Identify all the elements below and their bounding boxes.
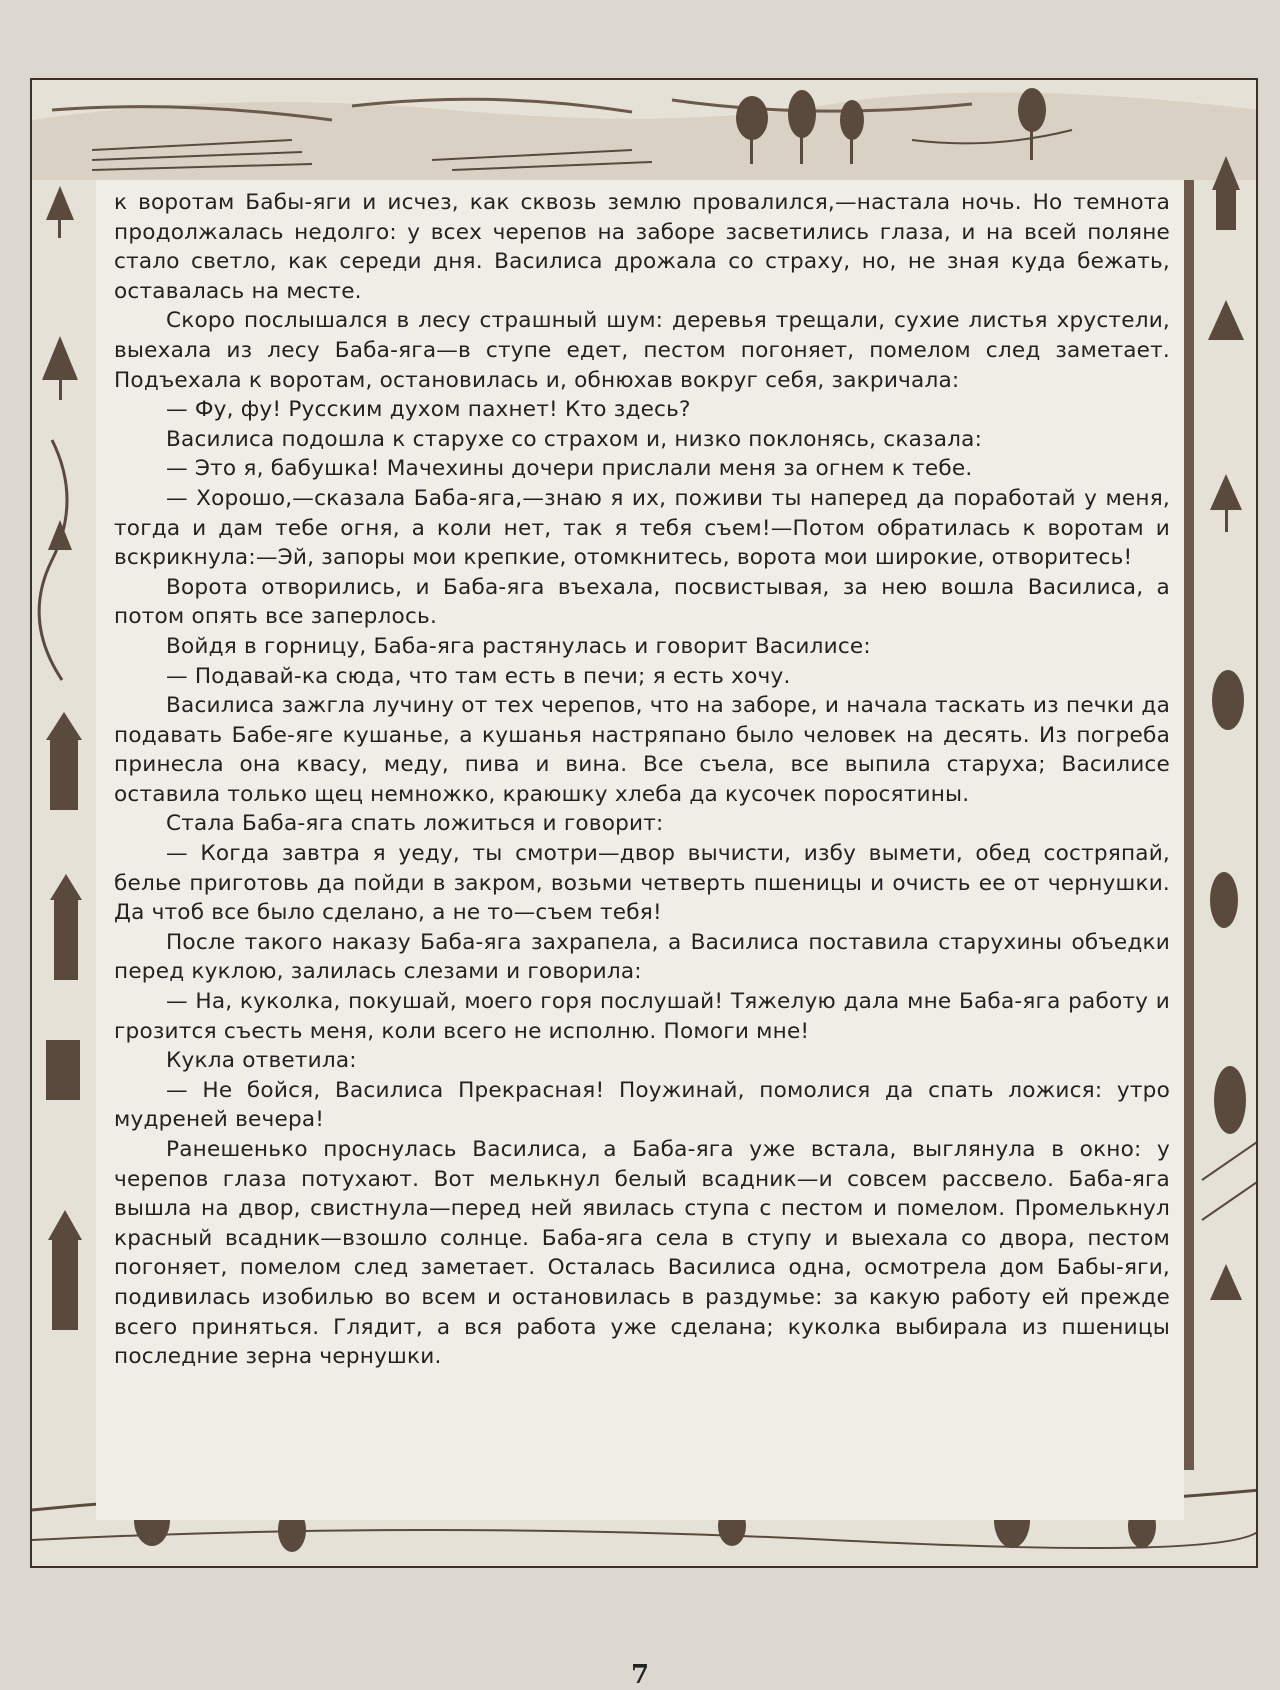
paragraph: — На, куколка, покушай, моего горя послушай! Тяжелую дала мне Баба-яга работу и грозится съесть меня, коли всего не исполню. Помоги мне! — [114, 989, 1170, 1044]
paragraph: Стала Баба-яга спать ложиться и говорит: — [166, 811, 664, 837]
paragraph: Кукла ответила: — [166, 1048, 357, 1074]
paragraph: — Это я, бабушка! Мачехины дочери прислали меня за огнем к тебе. — [166, 456, 973, 482]
paragraph: — Фу, фу! Русским духом пахнет! Кто здесь? — [166, 397, 691, 423]
paragraph: — Не бойся, Василиса Прекрасная! Поужинай, помолися да спать ложися: утро мудреней вечера! — [114, 1077, 1170, 1133]
paragraph: Войдя в горницу, Баба-яга растянулась и говорит Василисе: — [166, 633, 871, 659]
paragraph: — Хорошо,—сказала Баба-яга,—знаю я их, поживи ты наперед да поработай у меня, тогда и дам тебе огня, а коли нет, так я тебя съем!—Потом обратилась к воротам и вскрикнула:—Эй, запоры мои крепкие, отомкнитесь, ворота мои широкие, отворитесь! — [114, 485, 1170, 571]
paragraph: Скоро послышался в лесу страшный шум: деревья трещали, сухие листья хрустели, выехала из лесу Баба-яга—в ступе едет, пестом погоняет, помелом след заметает. Подъехала к воротам, остановилась и, обнюхав вокруг себя, закричала: — [114, 308, 1170, 393]
paragraph: Ворота отворились, и Баба-яга въехала, посвистывая, за нею вошла Василиса, а потом опять все заперлось. — [114, 574, 1170, 630]
paragraph: — Подавай-ка сюда, что там есть в печи; я есть хочу. — [166, 663, 791, 689]
paragraph: — Когда завтра я уеду, ты смотри—двор вычисти, избу вымети, обед состряпай, белье приготовь да пойди в закром, возьми четверть пшеницы и очисть ее от чернушки. Да чтоб все было сделано, а не то—съем тебя! — [114, 841, 1170, 926]
paragraph: Ранешенько проснулась Василиса, а Баба-яга уже встала, выглянула в окно: у черепов глаза потухают. Вот мелькнул белый всадник—и совсем рассвело. Баба-яга вышла на двор, свистнула—перед ней явилась ступа с пестом и помелом. Промелькнул красный всадник—взошло солнце. Баба-яга села в ступу и выехала со двора, пестом погоняет, помелом след заметает. Осталась Василиса одна, осмотрела дом Бабы-яги, подивилась изобилью во всем и остановилась в раздумье: за какую работу ей прежде всего приняться. Глядит, а вся работа уже сделана; куколка выбирала из пшеницы последние зерна чернушки. — [114, 1137, 1170, 1370]
paragraph: к воротам Бабы-яги и исчез, как сквозь землю провалился,—настала ночь. Но темнота продолжалась недолго: у всех черепов на заборе засветились глаза, и на всей поляне стало светло, как середи дня. Василиса дрожала со страху, но, не зная куда бежать, оставалась на месте. — [114, 190, 1170, 304]
paragraph: Василиса зажгла лучину от тех черепов, что на заборе, и начала таскать из печки да подавать Бабе-яге кушанье, а кушанья настряпано было человек на десять. Из погреба принесла она квасу, меду, пива и вина. Все съела, все выпила старуха; Василисе оставила только щец немножко, краюшку хлеба да кусочек поросятины. — [114, 693, 1170, 807]
paragraph: После такого наказу Баба-яга захрапела, а Василиса поставила старухины объедки перед куклою, залилась слезами и говорила: — [114, 929, 1170, 985]
paragraph: Василиса подошла к старухе со страхом и, низко поклонясь, сказала: — [166, 426, 983, 452]
page-number: 7 — [630, 1660, 650, 1690]
text-panel — [96, 180, 1184, 1520]
